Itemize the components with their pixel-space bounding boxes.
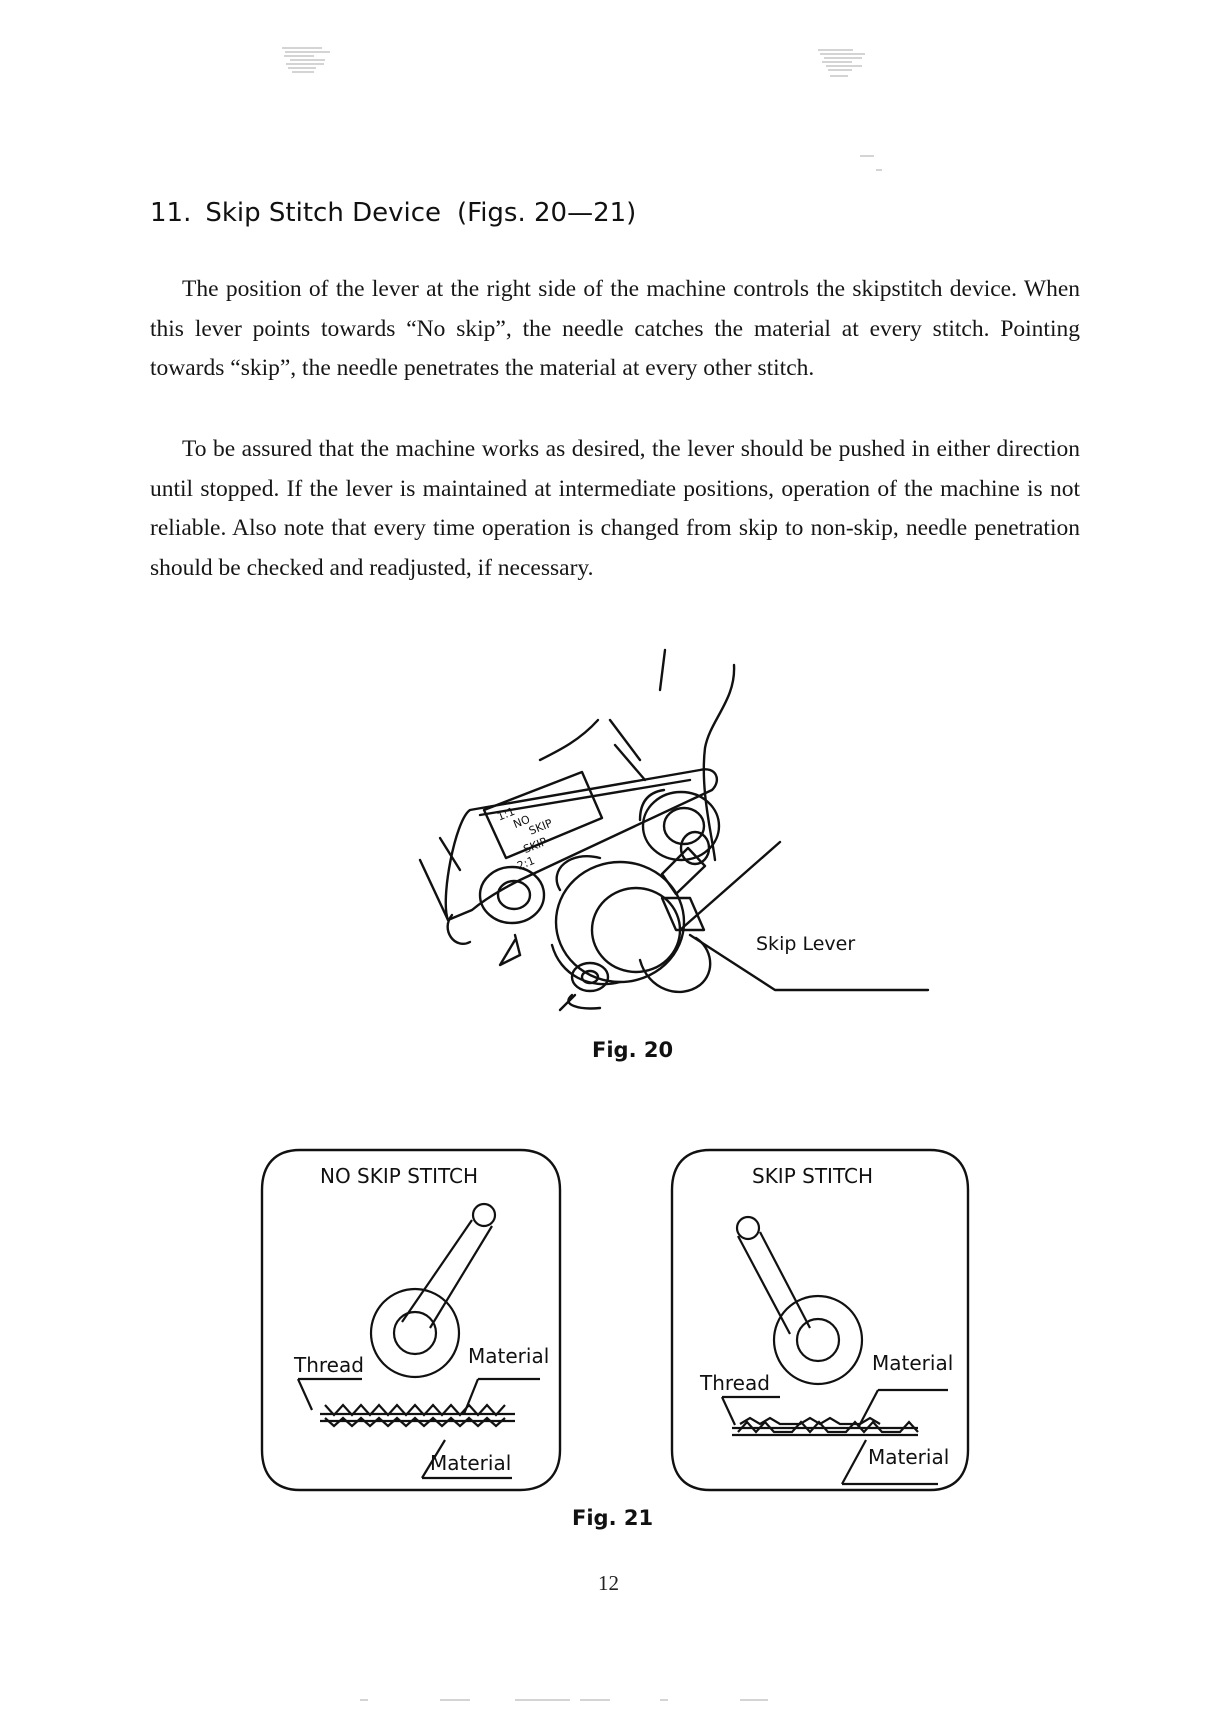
fig21-caption: Fig. 21 bbox=[572, 1506, 654, 1530]
no-skip-material-top-label: Material bbox=[468, 1344, 550, 1368]
section-number: 11. bbox=[150, 198, 192, 228]
plate-skip-1: SKIP bbox=[527, 816, 555, 838]
no-skip-thread-label: Thread bbox=[294, 1353, 364, 1377]
skip-lever-callout: Skip Lever bbox=[756, 933, 856, 955]
section-figure-reference: (Figs. 20—21) bbox=[456, 198, 637, 228]
section-title: Skip Stitch Device bbox=[205, 198, 441, 228]
plate-ratio-1: 1:1 bbox=[495, 804, 517, 824]
skip-material-bottom-label: Material bbox=[868, 1445, 950, 1469]
skip-thread-label: Thread bbox=[700, 1371, 770, 1395]
no-skip-stitch-title: NO SKIP STITCH bbox=[320, 1164, 479, 1188]
page-number: 12 bbox=[598, 1571, 619, 1595]
no-skip-material-bottom-label: Material bbox=[430, 1451, 512, 1475]
no-skip-stitch-panel bbox=[262, 1150, 560, 1490]
skip-material-top-label: Material bbox=[872, 1351, 954, 1375]
plate-no: NO bbox=[511, 812, 532, 832]
plate-skip-2: SKIP bbox=[521, 835, 549, 857]
paragraph-operation-note: To be assured that the machine works as desired, the lever should be pushed in either direction until stopped. If the lever is maintained at intermediate positions, operation of the machine is not reliable. Also note that every time operation is changed from skip to non-skip, needle penetration should be checked and readjusted, if necessary. bbox=[150, 436, 1080, 581]
skip-stitch-title: SKIP STITCH bbox=[752, 1164, 873, 1188]
fig20-caption: Fig. 20 bbox=[592, 1038, 674, 1062]
plate-ratio-2: 2:1 bbox=[515, 853, 537, 873]
paragraph-lever-position: The position of the lever at the right side of the machine controls the skipstitch device. When this lever points towards “No skip”, the needle catches the material at every stitch. Pointing towards “skip”, the needle penetrates the material at every other stitch. bbox=[150, 276, 1080, 381]
skip-stitch-panel bbox=[672, 1150, 968, 1490]
